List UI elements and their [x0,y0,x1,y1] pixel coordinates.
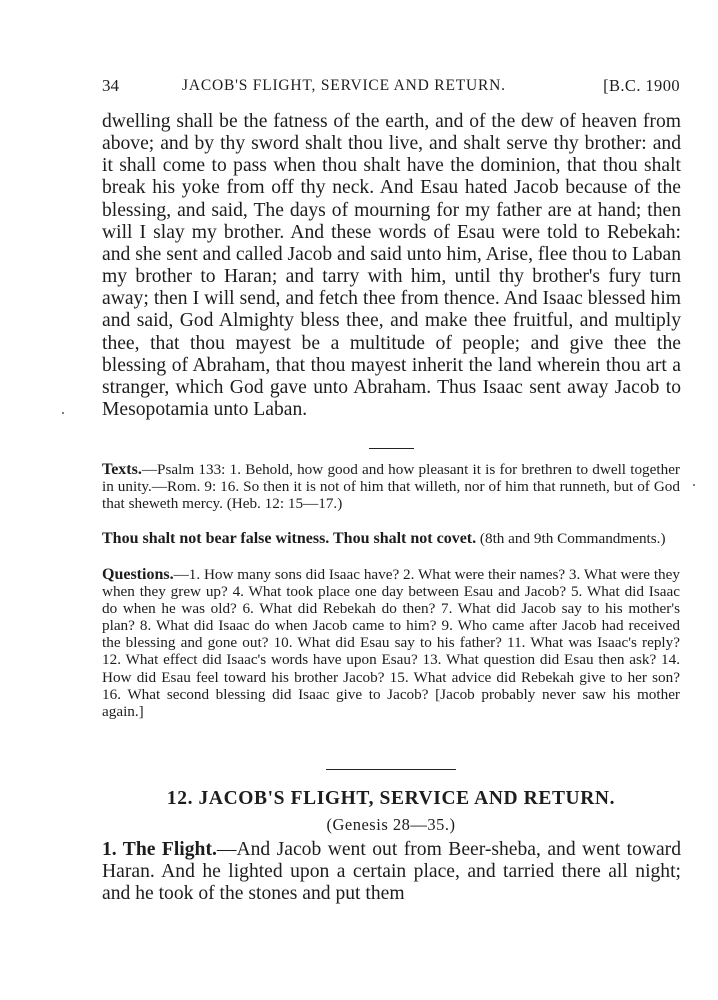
texts-content: —Psalm 133: 1. Behold, how good and how pleasant it is for brethren to dwell together in unity.—Rom. 9: 16. So then it is not of him that willeth, nor of him that runneth, but of God that sheweth mercy. (Heb. 12: 15—17.) [102,461,680,513]
running-title: JACOB'S FLIGHT, SERVICE AND RETURN. [182,77,506,94]
flight-label: 1. The Flight. [102,839,217,860]
texts-block [102,461,680,512]
section-reference: (Genesis 28—35.) [326,815,456,834]
questions-block [102,566,680,720]
print-speck [693,484,695,486]
body-paragraph: dwelling shall be the fatness of the earth, and of the dew of heaven from above; and by thy sword shalt thou live, and shalt serve thy brother: and it shall come to pass when thou shalt have the dominion, that thou shalt break his yoke from off thy neck. And Esau hated Jacob because of the blessing, and said, The days of mourning for my father are at hand; then will I slay my brother. And these words of Esau were told to Rebekah: and she sent and called Jacob and said unto him, Arise, flee thou to Laban my brother to Haran; and tarry with him, until thy brother's fury turn away; then I will send, and fetch thee from thence. And Isaac blessed him and said, God Almighty bless thee, and make thee fruitful, and multiply thee, that thou mayest be a multitude of people; and give thee the blessing of Abraham, that thou mayest inherit the land wherein thou art a stranger, which God gave unto Abraham. Thus Isaac sent away Jacob to Mesopotamia unto Laban. [102,111,681,421]
commandments-block [102,530,680,547]
section-divider-short [369,448,414,449]
section-heading: 12. JACOB'S FLIGHT, SERVICE AND RETURN. [166,788,616,809]
commandments-text: Thou shalt not bear false witness. Thou shalt not covet. [102,530,477,547]
questions-content: —1. How many sons did Isaac have? 2. What were their names? 3. What were they when they grew up? 4. What took place one day between Esau and Jacob? 5. What did Isaac do when he was old? 6. What did Rebekah do then? 7. What did Jacob say to his mother's plan? 8. What did Isaac do when Jacob came to him? 9. Who came after Jacob had received the blessing and gone out? 10. What did Esau say to his father? 11. What was Isaac's reply? 12. What effect did Isaac's words have upon Esau? 13. What question did Esau then ask? 14. How did Esau feel toward his brother Jacob? 15. What advice did Rebekah give to her son? 16. What second blessing did Isaac give to Jacob? [Jacob probably never saw his mother again.] [102,566,680,720]
commandments-reference: (8th and 9th Commandments.) [476,530,666,547]
flight-paragraph [102,839,681,905]
running-date: [B.C. 1900 [603,76,680,95]
running-head [102,76,680,100]
questions-label: Questions. [102,566,174,583]
texts-label: Texts. [102,461,142,478]
print-speck [62,412,64,414]
section-divider [326,769,456,770]
flight-content: —And Jacob went out from Beer-sheba, and went toward Haran. And he lighted upon a certain place, and tarried there all night; and he took of the stones and put them [102,839,681,905]
page-number: 34 [102,76,119,95]
